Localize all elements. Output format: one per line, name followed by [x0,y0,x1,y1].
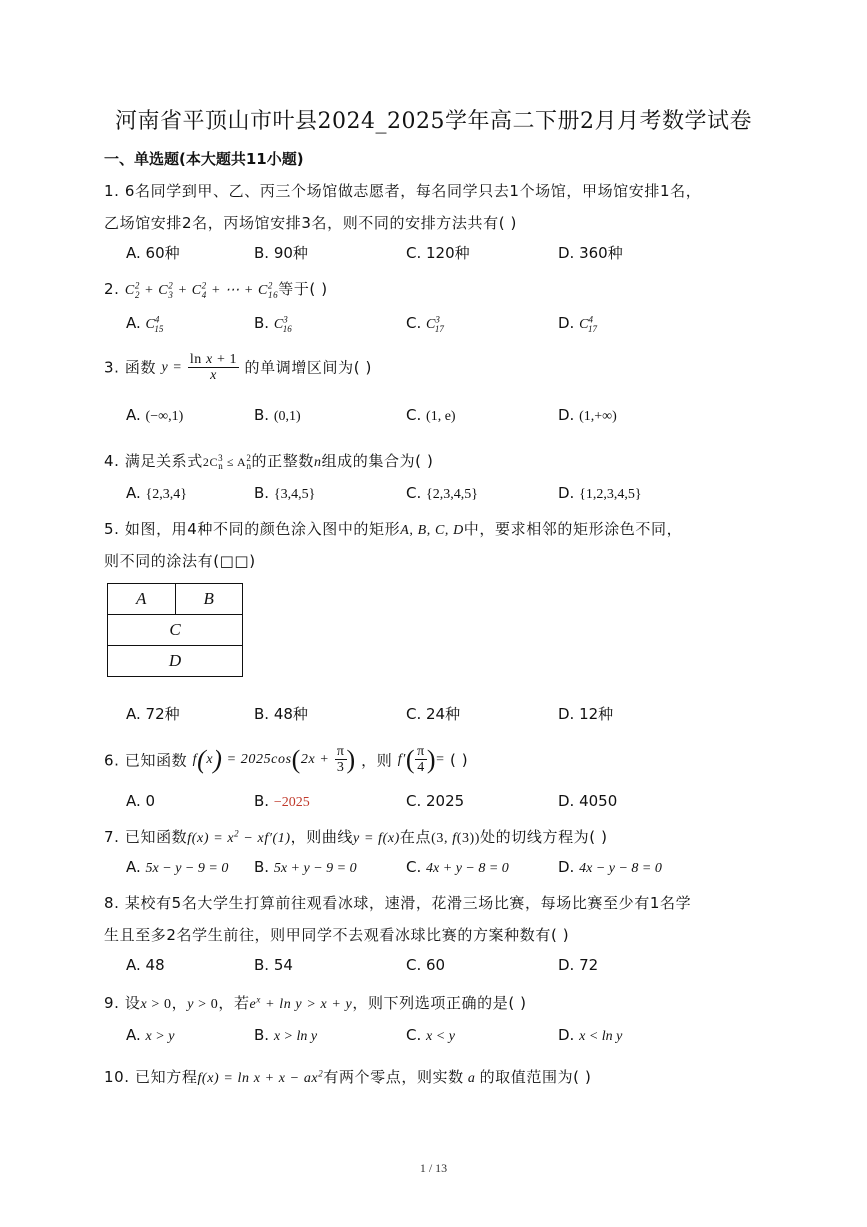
q5-option-a: A. 72种 [126,705,180,723]
q7-function: $f(x) = x^2 - xf'(1)$ [187,828,291,846]
q6-derivative: f′ [397,751,406,767]
q6-function: f(x) = 2025cos [192,744,292,774]
q4-option-c: C. {2,3,4,5} [406,484,478,502]
q8-option-b: B. 54 [254,956,293,974]
q6-option-b: B. −2025 [254,792,310,810]
section-heading: 一、单选题(本大题共11小题) [104,150,304,168]
q4-option-a: A. {2,3,4} [126,484,187,502]
q3-option-d: D. (1,+∞) [558,406,617,424]
page-title: 河南省平顶山市叶县2024_2025学年高二下册2月月考数学试卷 [115,109,752,134]
q5-option-b: B. 48种 [254,705,308,723]
q5-line1: 5. 如图，用4种不同的颜色涂入图中的矩形A, B, C, D中，要求相邻的矩形涂色不同， [104,520,683,538]
q3-option-a: A. (−∞,1) [126,406,184,424]
q2-formula: $C^2_2 + C^2_3 + C^2_4$ + ⋯ + $C^2_{16}$ [124,280,279,300]
q8-option-a: A. 48 [126,956,165,974]
q1-option-a: A. 60种 [126,244,180,262]
q3-stem [104,352,372,384]
figure-cell-d: D [108,646,243,677]
q8-option-c: C. 60 [406,956,446,974]
q4-stem: 4. 满足关系式$2C^3_n \le A^2_n$的正整数n组成的集合为( ) [104,452,434,472]
q7-option-a: A. 5x − y − 9 = 0 [126,858,229,876]
q8-line1: 8. 某校有5名大学生打算前往观看冰球，速滑，花滑三场比赛，每场比赛至少有1名学 [104,894,692,912]
q4-option-b: B. {3,4,5} [254,484,316,502]
q3-pre: 3. 函数 [104,358,157,377]
q6-option-a: A. 0 [126,792,156,810]
q1-option-c: C. 120种 [406,244,470,262]
q6-stem: 6. 已知函数 f(x) = 2025cos(2x + $\frac{\pi}{3}$ ) ，则 f′( $\frac{\pi}{4}$ )= ( ) [104,744,469,776]
figure-cell-c: C [108,615,243,646]
q3-tail: 的单调增区间为( ) [244,358,372,377]
q5-figure [107,583,243,677]
figure-cell-a: A [108,584,176,615]
q1-option-d: D. 360种 [558,244,623,262]
q2-option-d: D. $C^4_{17}$ [558,314,597,334]
q7-option-d: D. 4x − y − 8 = 0 [558,858,662,876]
figure-cell-b: B [175,584,243,615]
q10-stem: 10. 已知方程$f(x) = \ln x + x - ax^2$有两个零点，则实数 a 的取值范围为( ) [104,1068,592,1086]
q2-option-b: B. $C^3_{16}$ [254,314,292,334]
q6-option-d: D. 4050 [558,792,618,810]
q9-condition: $e^x + \ln y > x + y$ [249,994,353,1012]
page-number: 1 / 13 [419,1161,448,1175]
q7-option-b: B. 5x + y − 9 = 0 [254,858,357,876]
q3-option-c: C. (1, e) [406,406,456,424]
q5-option-d: D. 12种 [558,705,614,723]
q5-option-c: C. 24种 [406,705,461,723]
q1-line2: 乙场馆安排2名，丙场馆安排3名，则不同的安排方法共有( ) [104,214,517,232]
q7-stem: 7. 已知函数$f(x) = x^2 - xf'(1)$，则曲线y = f(x)在点(3, f(3))处的切线方程为( ) [104,828,608,846]
q6-option-c: C. 2025 [406,792,465,810]
q4-formula: $2C^3_n \le A^2_n$ [202,453,252,472]
q8-option-d: D. 72 [558,956,599,974]
q9-option-d: D. x < ln y [558,1026,623,1044]
q1-option-b: B. 90种 [254,244,308,262]
q7-option-c: C. 4x + y − 8 = 0 [406,858,509,876]
q2-option-c: C. $C^3_{17}$ [406,314,444,334]
q9-stem: 9. 设x > 0，y > 0，若$e^x + \ln y > x + y$，则下列选项正确的是( ) [104,994,527,1012]
q9-option-c: C. x < y [406,1026,455,1044]
q3-option-b: B. (0,1) [254,406,301,424]
q5-line2: 则不同的涂法有(□□) [104,552,256,570]
q9-option-b: B. x > ln y [254,1026,318,1044]
q9-option-a: A. x > y [126,1026,175,1044]
q2-number: 2. [104,280,125,298]
q4-option-d: D. {1,2,3,4,5} [558,484,642,502]
q2-stem [104,278,328,300]
q2-option-a: A. $C^4_{15}$ [126,314,164,334]
q1-line1: 1. 6名同学到甲、乙、丙三个场馆做志愿者，每名同学只去1个场馆，甲场馆安排1名， [104,182,702,200]
q2-tail: 等于( ) [278,280,328,298]
q10-function: $f(x) = \ln x + x - ax^2$ [197,1068,324,1086]
q3-formula: y = [161,359,183,375]
q8-line2: 生且至多2名学生前往，则甲同学不去观看冰球比赛的方案种数有( ) [104,926,570,944]
q3-fraction: $\frac{\text{ln x + 1}}{x}$ [189,352,238,384]
